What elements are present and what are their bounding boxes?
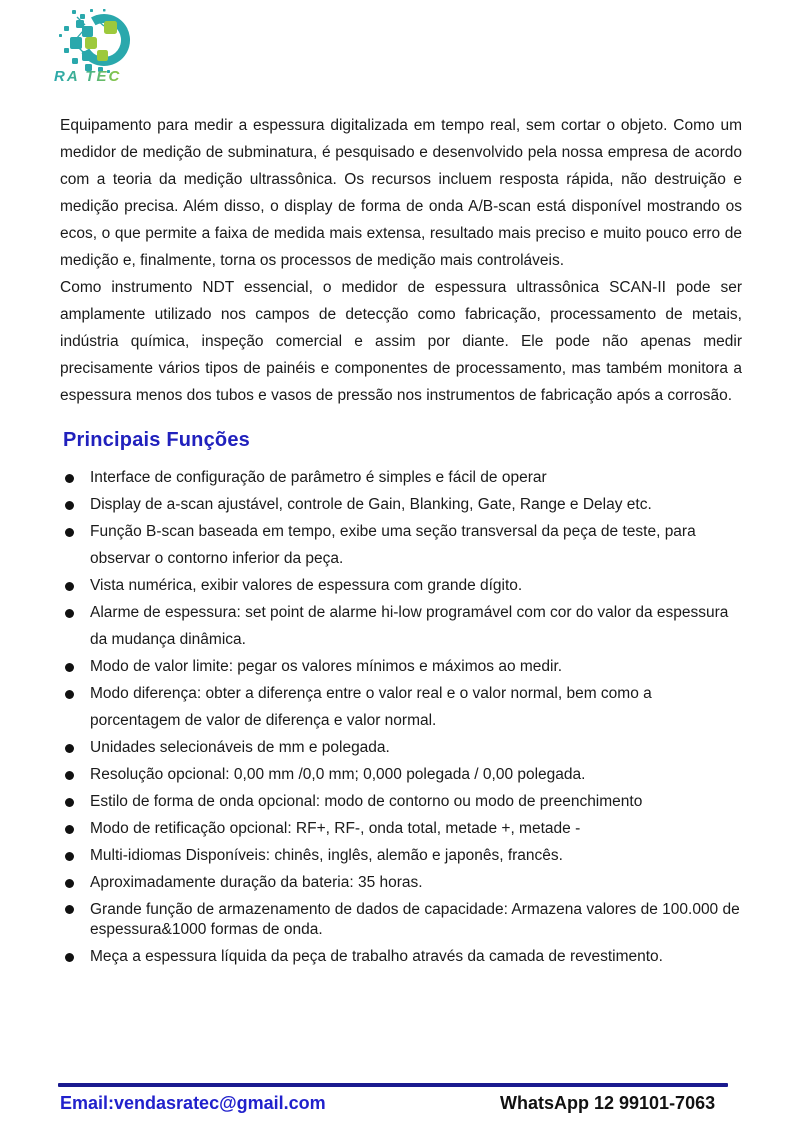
feature-item: Modo de valor limite: pegar os valores mínimos e máximos ao medir. (60, 653, 742, 680)
feature-item: Unidades selecionáveis de mm e polegada. (60, 734, 742, 761)
feature-item: Modo de retificação opcional: RF+, RF-, onda total, metade +, metade - (60, 815, 742, 842)
feature-item: Display de a-scan ajustável, controle de Gain, Blanking, Gate, Range e Delay etc. (60, 491, 742, 518)
feature-item: Aproximadamente duração da bateria: 35 horas. (60, 869, 742, 896)
feature-item: Multi-idiomas Disponíveis: chinês, inglês, alemão e japonês, francês. (60, 842, 742, 869)
logo-brand-text: RA TEC (54, 68, 122, 85)
footer-divider (58, 1083, 728, 1087)
feature-item: Vista numérica, exibir valores de espessura com grande dígito. (60, 572, 742, 599)
intro-paragraph-2: Como instrumento NDT essencial, o medidor de espessura ultrassônica SCAN-II pode ser amplamente utilizado nos campos de detecção como fabricação, processamento de metais, indústria química, inspeção comercial e assim por diante. Ele pode não apenas medir precisamente vários tipos de painéis e componentes de processamento, mas também monitora a espessura menos dos tubos e vasos de pressão nos instrumentos de fabricação após a corrosão. (60, 279, 742, 404)
features-list (60, 464, 742, 970)
feature-item: Meça a espessura líquida da peça de trabalho através da camada de revestimento. (60, 943, 742, 970)
feature-item: Resolução opcional: 0,00 mm /0,0 mm; 0,000 polegada / 0,00 polegada. (60, 761, 742, 788)
email-link[interactable]: Email:vendasratec@gmail.com (60, 1093, 326, 1113)
whatsapp-contact: WhatsApp 12 99101-7063 (500, 1093, 716, 1113)
main-content (60, 112, 742, 970)
intro-paragraph-1: Equipamento para medir a espessura digitalizada em tempo real, sem cortar o objeto. Como um medidor de medição de subminatura, é pesquisado e desenvolvido pela nossa empresa de acordo com a teoria da medição ultrassônica. Os recursos incluem resposta rápida, não destruição e medição precisa. Além disso, o display de forma de onda A/B-scan está disponível mostrando os ecos, o que permite a faixa de medida mais extensa, resultado mais preciso e muito pouco erro de medição e, finalmente, torna os processos de medição mais controláveis. (60, 117, 742, 269)
feature-item: Estilo de forma de onda opcional: modo de contorno ou modo de preenchimento (60, 788, 742, 815)
ratec-logo-icon (52, 4, 170, 86)
feature-item: Alarme de espessura: set point de alarme hi-low programável com cor do valor da espessura da mudança dinâmica. (60, 599, 742, 653)
page-footer (58, 1083, 728, 1115)
feature-item: Função B-scan baseada em tempo, exibe uma seção transversal da peça de teste, para observar o contorno inferior da peça. (60, 518, 742, 572)
footer-contacts (58, 1093, 728, 1115)
ratec-logo (52, 4, 170, 86)
feature-item: Modo diferença: obter a diferença entre o valor real e o valor normal, bem como a porcentagem de valor de diferença e valor normal. (60, 680, 742, 734)
feature-item: Grande função de armazenamento de dados de capacidade: Armazena valores de 100.000 de espessura&1000 formas de onda. (60, 896, 742, 943)
section-heading: Principais Funções (63, 429, 250, 451)
feature-item: Interface de configuração de parâmetro é simples e fácil de operar (60, 464, 742, 491)
